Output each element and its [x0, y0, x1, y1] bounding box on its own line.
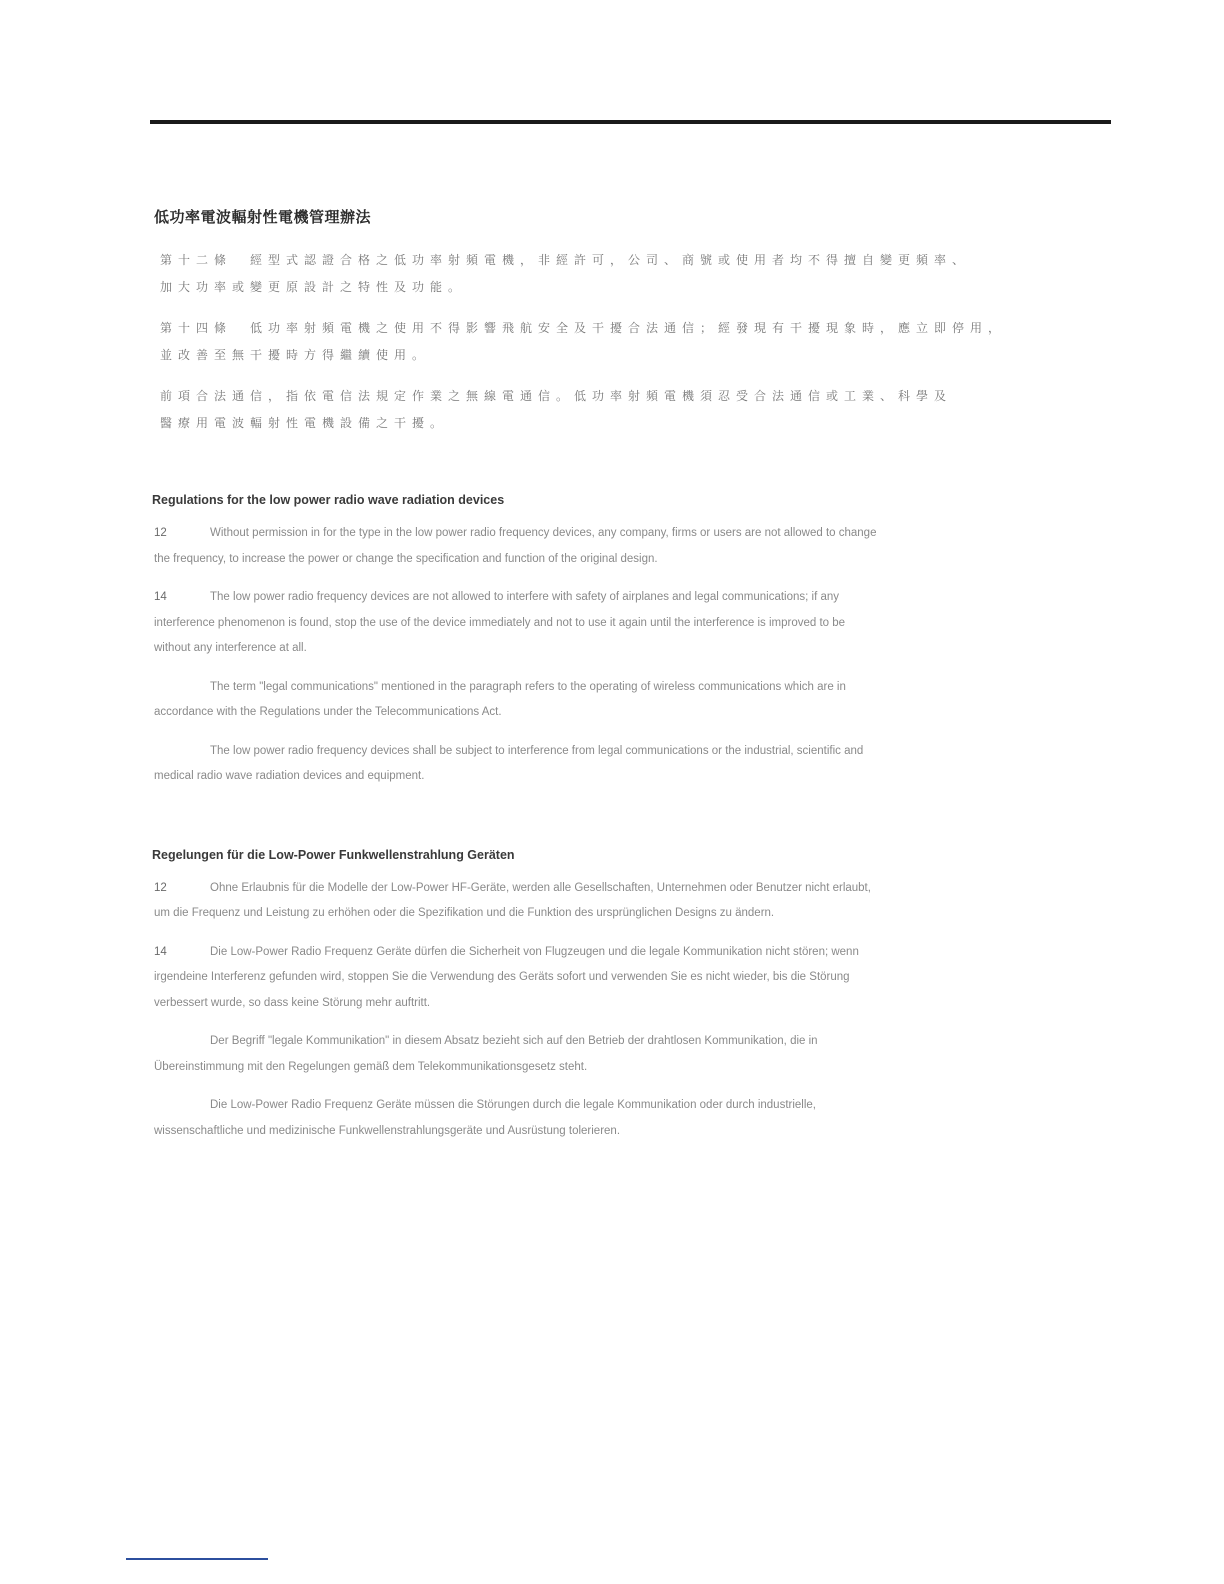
paragraph	[160, 383, 953, 437]
footnote-rule	[126, 1558, 268, 1560]
paragraph: Die Low-Power Radio Frequenz Geräte müssen die Störungen durch die legale Kommunikation oder durch industrielle, wissenschaftliche und medizinische Funkwellenstrahlungsgeräte und Ausrüstung tolerieren.	[154, 1099, 816, 1137]
section-title: Regulations for the low power radio wave radiation devices	[152, 493, 505, 507]
section-title: Regelungen für die Low-Power Funkwellenstrahlung Geräten	[152, 847, 515, 862]
article-number: 14	[154, 591, 167, 603]
text-line: 第十四條 低功率射頻電機之使用不得影響飛航安全及干擾合法通信；經發現有干擾現象時，應立即停用，	[160, 321, 1007, 335]
text-line: 加大功率或變更原設計之特性及功能。	[160, 280, 467, 294]
article-number: 12	[154, 527, 167, 539]
article-number: 14	[154, 945, 167, 958]
text-line: 醫療用電波輻射性電機設備之干擾。	[160, 416, 449, 430]
paragraph-text: Ohne Erlaubnis für die Modelle der Low-Power HF-Geräte, werden alle Gesellschaften, Unternehmen oder Benutzer nicht erlaubt, um die Frequenz und Leistung zu erhöhen oder die Spezifikation und die Funktion des ursprünglichen Designs zu ändern.	[154, 881, 871, 919]
paragraph: Der Begriff "legale Kommunikation" in diesem Absatz bezieht sich auf den Betrieb der drahtlosen Kommunikation, die in Übereinstimmung mit den Regelungen gemäß dem Telekommunikationsgesetz steht.	[154, 1035, 818, 1073]
paragraph	[154, 585, 884, 662]
paragraph-text: Without permission in for the type in the low power radio frequency devices, any company, firms or users are not allowed to change the frequency, to increase the power or change the specification and function of the original design.	[154, 527, 877, 565]
section-chinese	[150, 206, 1007, 437]
text-line: 並改善至無干擾時方得繼續使用。	[160, 348, 431, 362]
article-number: 12	[154, 881, 167, 894]
header-rule	[150, 120, 1111, 124]
section-german	[150, 848, 885, 1145]
paragraph: The term "legal communications" mentioned in the paragraph refers to the operating of wireless communications which are in accordance with the Regulations under the Telecommunications Act.	[154, 680, 846, 718]
paragraph-text: Die Low-Power Radio Frequenz Geräte dürfen die Sicherheit von Flugzeugen und die legale Kommunikation nicht stören; wenn irgendeine Interferenz gefunden wird, stoppen Sie die Verwendung des Geräts sofort und verwenden Sie es nicht wieder, bis die Störung verbessert wurde, so dass keine Störung mehr auftritt.	[154, 945, 859, 1009]
text-line: 前項合法通信，指依電信法規定作業之無線電通信。低功率射頻電機須忍受合法通信或工業、科學及	[160, 389, 953, 403]
paragraph	[154, 940, 884, 1017]
document-body	[150, 190, 1007, 1157]
section-title: 低功率電波輻射性電機管理辦法	[154, 209, 372, 226]
paragraph	[154, 876, 884, 927]
text-line: 第十二條 經型式認證合格之低功率射頻電機，非經許可，公司、商號或使用者均不得擅自變更頻率、	[160, 253, 971, 267]
paragraph-text: The low power radio frequency devices are not allowed to interfere with safety of airplanes and legal communications; if any interference phenomenon is found, stop the use of the device immediately and not to use it again until the interference is improved to be without any interference at all.	[154, 591, 846, 654]
paragraph	[160, 315, 1007, 369]
section-english	[150, 493, 885, 790]
paragraph: The low power radio frequency devices shall be subject to interference from legal communications or the industrial, scientific and medical radio wave radiation devices and equipment.	[154, 744, 864, 782]
paragraph	[160, 247, 971, 301]
paragraph	[154, 521, 884, 572]
